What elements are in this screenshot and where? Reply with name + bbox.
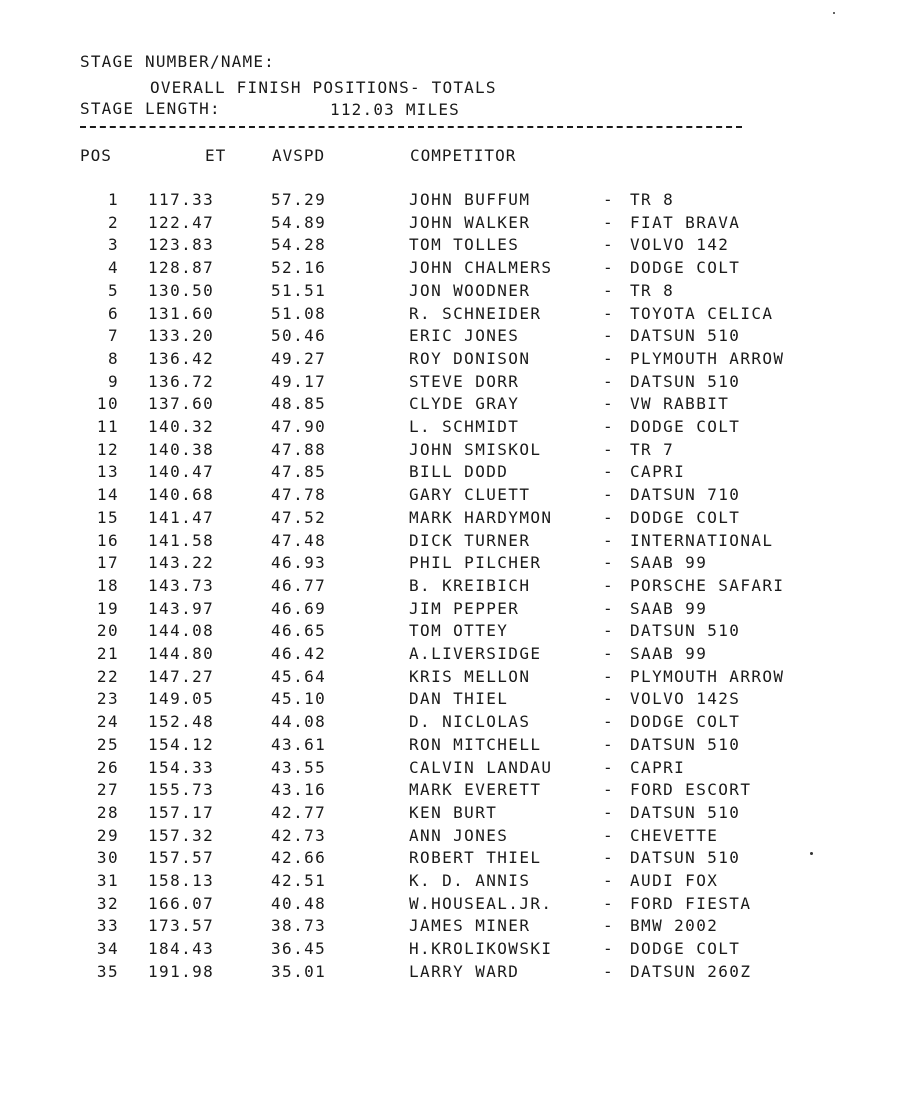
table-row (0, 281, 900, 304)
separator-dash: - (603, 621, 615, 641)
pos-cell: 17 (96, 553, 119, 573)
et-cell: 128.87 (148, 258, 215, 278)
table-row (0, 462, 900, 485)
table-row (0, 576, 900, 599)
pos-cell: 13 (96, 462, 119, 482)
competitor-name-cell: JOHN CHALMERS (409, 258, 553, 278)
et-cell: 131.60 (148, 303, 215, 323)
car-cell: TOYOTA CELICA (630, 303, 774, 323)
competitor-name-cell: STEVE DORR (409, 371, 520, 391)
table-row (0, 213, 900, 236)
competitor-name-cell: JON WOODNER (409, 280, 531, 300)
et-cell: 140.32 (148, 417, 215, 436)
separator-dash: - (603, 802, 615, 822)
separator-dash: - (603, 212, 615, 232)
pos-cell: 11 (96, 417, 119, 436)
car-cell: DODGE COLT (630, 417, 741, 436)
separator-dash: - (603, 893, 615, 913)
car-cell: VOLVO 142S (630, 689, 741, 709)
table-row (0, 349, 900, 372)
pos-cell: 18 (96, 575, 119, 595)
scan-speck (810, 852, 813, 855)
pos-cell: 9 (107, 371, 119, 391)
et-cell: 154.33 (148, 757, 215, 777)
et-cell: 166.07 (148, 893, 215, 913)
et-cell: 144.80 (148, 644, 215, 663)
et-cell: 158.13 (148, 871, 215, 890)
competitor-name-cell: MARK EVERETT (409, 780, 542, 800)
car-cell: FORD FIESTA (630, 893, 752, 913)
table-row (0, 508, 900, 531)
separator-dash: - (603, 326, 615, 346)
table-row (0, 962, 900, 985)
avspd-cell: 47.52 (271, 507, 327, 527)
et-cell: 154.12 (148, 734, 215, 754)
et-cell: 141.58 (148, 530, 215, 550)
et-cell: 136.72 (148, 371, 215, 391)
competitor-name-cell: H.KROLIKOWSKI (409, 939, 553, 959)
avspd-cell: 47.48 (271, 530, 327, 550)
table-row (0, 440, 900, 463)
competitor-name-cell: MARK HARDYMON (409, 507, 553, 527)
separator-dash: - (603, 417, 615, 436)
competitor-name-cell: CALVIN LANDAU (409, 757, 553, 777)
et-cell: 155.73 (148, 780, 215, 800)
pos-cell: 2 (107, 212, 119, 232)
et-cell: 157.57 (148, 848, 215, 868)
car-cell: BMW 2002 (630, 916, 719, 936)
separator-dash: - (603, 757, 615, 777)
competitor-name-cell: JOHN WALKER (409, 212, 531, 232)
pos-cell: 29 (96, 825, 119, 845)
competitor-name-cell: ROY DONISON (409, 348, 531, 368)
avspd-cell: 42.66 (271, 848, 327, 868)
table-row (0, 803, 900, 826)
pos-cell: 8 (107, 348, 119, 368)
separator-dash: - (603, 394, 615, 414)
car-cell: DATSUN 260Z (630, 961, 752, 981)
et-cell: 137.60 (148, 394, 215, 414)
pos-cell: 19 (96, 598, 119, 618)
avspd-cell: 51.51 (271, 280, 327, 300)
pos-cell: 20 (96, 621, 119, 641)
stage-name: OVERALL FINISH POSITIONS- TOTALS (150, 78, 497, 97)
separator-dash: - (603, 439, 615, 459)
pos-cell: 32 (96, 893, 119, 913)
car-cell: FORD ESCORT (630, 780, 752, 800)
table-row (0, 485, 900, 508)
car-cell: SAAB 99 (630, 553, 708, 573)
avspd-cell: 47.85 (271, 462, 327, 482)
table-row (0, 758, 900, 781)
table-row (0, 826, 900, 849)
table-row (0, 326, 900, 349)
pos-cell: 24 (96, 712, 119, 732)
competitor-name-cell: K. D. ANNIS (409, 871, 531, 890)
separator-dash: - (603, 530, 615, 550)
competitor-name-cell: W.HOUSEAL.JR. (409, 893, 553, 913)
column-header-pos: POS (80, 146, 112, 165)
avspd-cell: 49.17 (271, 371, 327, 391)
car-cell: TR 8 (630, 190, 675, 209)
separator-dash: - (603, 258, 615, 278)
table-row (0, 394, 900, 417)
competitor-name-cell: TOM OTTEY (409, 621, 509, 641)
avspd-cell: 46.65 (271, 621, 327, 641)
et-cell: 123.83 (148, 235, 215, 255)
competitor-name-cell: L. SCHMIDT (409, 417, 520, 436)
separator-dash: - (603, 712, 615, 732)
avspd-cell: 42.51 (271, 871, 327, 890)
avspd-cell: 43.61 (271, 734, 327, 754)
competitor-name-cell: KRIS MELLON (409, 666, 531, 686)
pos-cell: 33 (96, 916, 119, 936)
et-cell: 147.27 (148, 666, 215, 686)
car-cell: DATSUN 510 (630, 802, 741, 822)
avspd-cell: 43.16 (271, 780, 327, 800)
et-cell: 140.68 (148, 485, 215, 505)
car-cell: DODGE COLT (630, 712, 741, 732)
pos-cell: 21 (96, 644, 119, 663)
pos-cell: 28 (96, 802, 119, 822)
pos-cell: 4 (107, 258, 119, 278)
competitor-name-cell: ROBERT THIEL (409, 848, 542, 868)
avspd-cell: 42.73 (271, 825, 327, 845)
et-cell: 184.43 (148, 939, 215, 959)
et-cell: 136.42 (148, 348, 215, 368)
pos-cell: 35 (96, 961, 119, 981)
car-cell: DATSUN 710 (630, 485, 741, 505)
separator-dash: - (603, 848, 615, 868)
separator-dash: - (603, 689, 615, 709)
table-row (0, 531, 900, 554)
avspd-cell: 44.08 (271, 712, 327, 732)
avspd-cell: 50.46 (271, 326, 327, 346)
pos-cell: 7 (107, 326, 119, 346)
competitor-name-cell: GARY CLUETT (409, 485, 531, 505)
pos-cell: 14 (96, 485, 119, 505)
avspd-cell: 47.90 (271, 417, 327, 436)
avspd-cell: 46.93 (271, 553, 327, 573)
avspd-cell: 45.64 (271, 666, 327, 686)
separator-dash: - (603, 348, 615, 368)
competitor-name-cell: DICK TURNER (409, 530, 531, 550)
competitor-name-cell: R. SCHNEIDER (409, 303, 542, 323)
pos-cell: 12 (96, 439, 119, 459)
table-row (0, 644, 900, 667)
pos-cell: 27 (96, 780, 119, 800)
separator-dash: - (603, 462, 615, 482)
car-cell: DATSUN 510 (630, 326, 741, 346)
pos-cell: 25 (96, 734, 119, 754)
avspd-cell: 46.42 (271, 644, 327, 663)
table-row (0, 916, 900, 939)
competitor-name-cell: ERIC JONES (409, 326, 520, 346)
car-cell: SAAB 99 (630, 598, 708, 618)
pos-cell: 26 (96, 757, 119, 777)
car-cell: TR 8 (630, 280, 675, 300)
avspd-cell: 49.27 (271, 348, 327, 368)
separator-dash: - (603, 598, 615, 618)
table-row (0, 372, 900, 395)
et-cell: 144.08 (148, 621, 215, 641)
et-cell: 143.97 (148, 598, 215, 618)
car-cell: DATSUN 510 (630, 848, 741, 868)
separator-dash: - (603, 734, 615, 754)
avspd-cell: 47.88 (271, 439, 327, 459)
et-cell: 122.47 (148, 212, 215, 232)
et-cell: 133.20 (148, 326, 215, 346)
separator-dash: - (603, 485, 615, 505)
car-cell: DATSUN 510 (630, 621, 741, 641)
pos-cell: 10 (96, 394, 119, 414)
pos-cell: 23 (96, 689, 119, 709)
table-row (0, 621, 900, 644)
table-row (0, 190, 900, 213)
separator-dash: - (603, 666, 615, 686)
separator-dash: - (603, 553, 615, 573)
et-cell: 140.47 (148, 462, 215, 482)
avspd-cell: 48.85 (271, 394, 327, 414)
et-cell: 117.33 (148, 190, 215, 209)
pos-cell: 30 (96, 848, 119, 868)
competitor-name-cell: LARRY WARD (409, 961, 520, 981)
stage-length-value: 112.03 MILES (330, 100, 460, 119)
car-cell: DATSUN 510 (630, 371, 741, 391)
table-row (0, 780, 900, 803)
car-cell: VOLVO 142 (630, 235, 730, 255)
car-cell: FIAT BRAVA (630, 212, 741, 232)
avspd-cell: 43.55 (271, 757, 327, 777)
avspd-cell: 52.16 (271, 258, 327, 278)
avspd-cell: 40.48 (271, 893, 327, 913)
pos-cell: 15 (96, 507, 119, 527)
stage-length-label: STAGE LENGTH: (80, 99, 221, 118)
table-row (0, 235, 900, 258)
avspd-cell: 51.08 (271, 303, 327, 323)
separator-dash: - (603, 939, 615, 959)
car-cell: INTERNATIONAL (630, 530, 774, 550)
car-cell: PLYMOUTH ARROW (630, 348, 785, 368)
competitor-name-cell: D. NICLOLAS (409, 712, 531, 732)
competitor-name-cell: JIM PEPPER (409, 598, 520, 618)
column-header-et: ET (205, 146, 227, 165)
separator-dash: - (603, 825, 615, 845)
separator-dash: - (603, 575, 615, 595)
et-cell: 149.05 (148, 689, 215, 709)
table-row (0, 871, 900, 894)
table-row (0, 304, 900, 327)
car-cell: CAPRI (630, 757, 686, 777)
header-divider (80, 126, 742, 128)
table-row (0, 667, 900, 690)
avspd-cell: 42.77 (271, 802, 327, 822)
pos-cell: 16 (96, 530, 119, 550)
et-cell: 143.22 (148, 553, 215, 573)
pos-cell: 31 (96, 871, 119, 890)
car-cell: DODGE COLT (630, 507, 741, 527)
car-cell: DODGE COLT (630, 939, 741, 959)
separator-dash: - (603, 780, 615, 800)
car-cell: CAPRI (630, 462, 686, 482)
competitor-name-cell: KEN BURT (409, 802, 498, 822)
avspd-cell: 36.45 (271, 939, 327, 959)
avspd-cell: 54.89 (271, 212, 327, 232)
separator-dash: - (603, 303, 615, 323)
car-cell: PORSCHE SAFARI (630, 575, 785, 595)
car-cell: AUDI FOX (630, 871, 719, 890)
table-row (0, 599, 900, 622)
separator-dash: - (603, 644, 615, 663)
table-row (0, 258, 900, 281)
competitor-name-cell: DAN THIEL (409, 689, 509, 709)
competitor-name-cell: PHIL PILCHER (409, 553, 542, 573)
competitor-name-cell: RON MITCHELL (409, 734, 542, 754)
table-row (0, 712, 900, 735)
column-header-avspd: AVSPD (272, 146, 326, 165)
et-cell: 157.32 (148, 825, 215, 845)
car-cell: SAAB 99 (630, 644, 708, 663)
separator-dash: - (603, 280, 615, 300)
et-cell: 157.17 (148, 802, 215, 822)
car-cell: PLYMOUTH ARROW (630, 666, 785, 686)
table-row (0, 894, 900, 917)
table-row (0, 735, 900, 758)
et-cell: 140.38 (148, 439, 215, 459)
competitor-name-cell: JOHN BUFFUM (409, 190, 531, 209)
competitor-name-cell: B. KREIBICH (409, 575, 531, 595)
separator-dash: - (603, 916, 615, 936)
pos-cell: 34 (96, 939, 119, 959)
separator-dash: - (603, 961, 615, 981)
car-cell: TR 7 (630, 439, 675, 459)
pos-cell: 6 (107, 303, 119, 323)
table-row (0, 848, 900, 871)
avspd-cell: 45.10 (271, 689, 327, 709)
table-row (0, 553, 900, 576)
avspd-cell: 54.28 (271, 235, 327, 255)
competitor-name-cell: JAMES MINER (409, 916, 531, 936)
competitor-name-cell: BILL DODD (409, 462, 509, 482)
separator-dash: - (603, 371, 615, 391)
avspd-cell: 46.69 (271, 598, 327, 618)
avspd-cell: 35.01 (271, 961, 327, 981)
column-header-competitor: COMPETITOR (410, 146, 517, 165)
competitor-name-cell: A.LIVERSIDGE (409, 644, 542, 663)
pos-cell: 22 (96, 666, 119, 686)
table-row (0, 939, 900, 962)
pos-cell: 3 (107, 235, 119, 255)
separator-dash: - (603, 871, 615, 890)
table-row (0, 417, 900, 440)
car-cell: VW RABBIT (630, 394, 730, 414)
et-cell: 143.73 (148, 575, 215, 595)
car-cell: DODGE COLT (630, 258, 741, 278)
avspd-cell: 57.29 (271, 190, 327, 209)
separator-dash: - (603, 235, 615, 255)
competitor-name-cell: TOM TOLLES (409, 235, 520, 255)
et-cell: 173.57 (148, 916, 215, 936)
separator-dash: - (603, 507, 615, 527)
avspd-cell: 38.73 (271, 916, 327, 936)
stage-label: STAGE NUMBER/NAME: (80, 52, 275, 71)
table-row (0, 689, 900, 712)
separator-dash: - (603, 190, 615, 209)
car-cell: DATSUN 510 (630, 734, 741, 754)
competitor-name-cell: CLYDE GRAY (409, 394, 520, 414)
competitor-name-cell: ANN JONES (409, 825, 509, 845)
pos-cell: 1 (107, 190, 119, 209)
pos-cell: 5 (107, 280, 119, 300)
competitor-name-cell: JOHN SMISKOL (409, 439, 542, 459)
avspd-cell: 47.78 (271, 485, 327, 505)
et-cell: 141.47 (148, 507, 215, 527)
et-cell: 191.98 (148, 961, 215, 981)
avspd-cell: 46.77 (271, 575, 327, 595)
et-cell: 152.48 (148, 712, 215, 732)
scan-speck (833, 12, 835, 14)
et-cell: 130.50 (148, 280, 215, 300)
car-cell: CHEVETTE (630, 825, 719, 845)
